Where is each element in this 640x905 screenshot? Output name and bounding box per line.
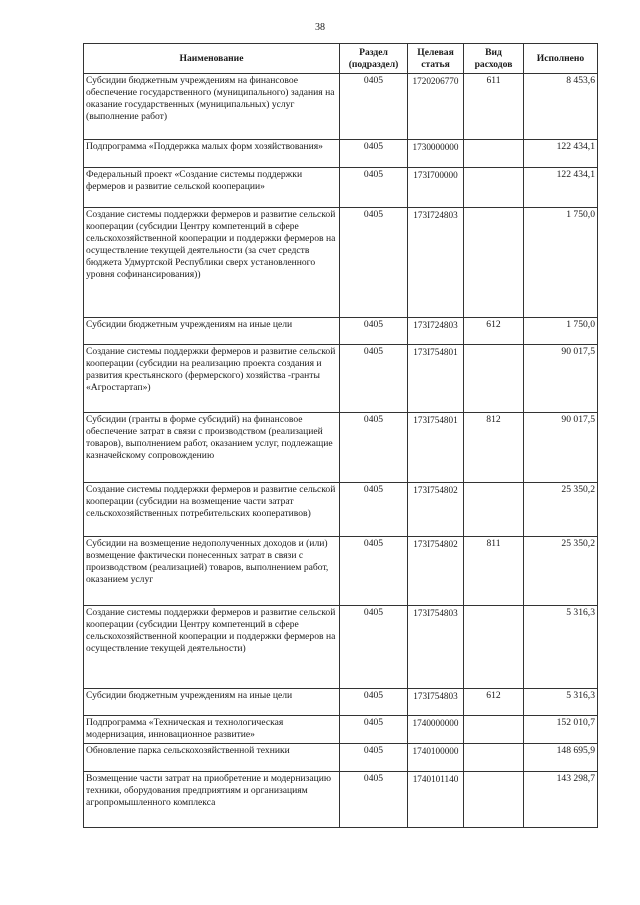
cell-name: Возмещение части затрат на приобретение и модернизацию техники, оборудования предприятиям и организациям агропромышленного комплекса	[84, 772, 340, 828]
cell-executed: 1 750,0	[524, 318, 598, 345]
cell-target: 173I724803	[408, 208, 464, 318]
cell-executed: 122 434,1	[524, 168, 598, 208]
cell-section: 0405	[340, 744, 408, 772]
cell-section: 0405	[340, 208, 408, 318]
cell-name: Подпрограмма «Поддержка малых форм хозяйствования»	[84, 140, 340, 168]
table-row	[84, 345, 598, 413]
cell-target: 1740101140	[408, 772, 464, 828]
cell-executed: 143 298,7	[524, 772, 598, 828]
cell-section: 0405	[340, 168, 408, 208]
cell-name: Субсидии на возмещение недополученных доходов и (или) возмещение фактически понесенных затрат в связи с производством (реализацией) товаров, выполнением работ, оказанием услуг	[84, 537, 340, 606]
table-row	[84, 537, 598, 606]
page-number: 38	[315, 22, 325, 33]
cell-section: 0405	[340, 772, 408, 828]
cell-expense: 812	[464, 413, 524, 483]
cell-target: 173I724803	[408, 318, 464, 345]
table-row	[84, 168, 598, 208]
header-section: Раздел (подраздел)	[340, 44, 408, 74]
cell-section: 0405	[340, 140, 408, 168]
cell-executed: 122 434,1	[524, 140, 598, 168]
cell-executed: 5 316,3	[524, 689, 598, 716]
table-row	[84, 689, 598, 716]
cell-section: 0405	[340, 606, 408, 689]
cell-name: Создание системы поддержки фермеров и развитие сельской кооперации (субсидии на реализацию проекта создания и развития крестьянского (фермерского) хозяйства -гранты «Агростартап»)	[84, 345, 340, 413]
header-target: Целевая статья	[408, 44, 464, 74]
cell-executed: 25 350,2	[524, 537, 598, 606]
cell-name: Федеральный проект «Создание системы поддержки фермеров и развитие сельской кооперации»	[84, 168, 340, 208]
table-row	[84, 318, 598, 345]
cell-executed: 25 350,2	[524, 483, 598, 537]
cell-target: 1720206770	[408, 74, 464, 140]
cell-expense: 811	[464, 537, 524, 606]
cell-section: 0405	[340, 483, 408, 537]
cell-expense	[464, 345, 524, 413]
header-expense: Вид расходов	[464, 44, 524, 74]
table-header-row	[84, 44, 598, 74]
cell-expense	[464, 744, 524, 772]
cell-section: 0405	[340, 413, 408, 483]
cell-expense	[464, 606, 524, 689]
table-row	[84, 744, 598, 772]
cell-name: Создание системы поддержки фермеров и развитие сельской кооперации (субсидии на возмещение части затрат сельскохозяйственных потребительских кооперативов)	[84, 483, 340, 537]
table-row	[84, 413, 598, 483]
cell-executed: 152 010,7	[524, 716, 598, 744]
cell-name: Субсидии бюджетным учреждениям на иные цели	[84, 318, 340, 345]
header-executed: Исполнено	[524, 44, 598, 74]
cell-expense: 612	[464, 318, 524, 345]
table-row	[84, 74, 598, 140]
cell-name: Субсидии (гранты в форме субсидий) на финансовое обеспечение затрат в связи с производством (реализацией товаров), выполнением работ, оказанием услуг, подлежащие казначейскому сопровождению	[84, 413, 340, 483]
cell-executed: 90 017,5	[524, 413, 598, 483]
cell-target: 173I754803	[408, 689, 464, 716]
cell-target: 173I754801	[408, 345, 464, 413]
cell-expense: 612	[464, 689, 524, 716]
cell-expense	[464, 140, 524, 168]
table-row	[84, 716, 598, 744]
cell-name: Создание системы поддержки фермеров и развитие сельской кооперации (субсидии Центру компетенций в сфере сельскохозяйственной кооперации и поддержки фермеров на осуществление текущей деятельности (за счет средств бюджета Удмуртской Республики сверх установленного уровня софинансирования))	[84, 208, 340, 318]
cell-target: 173I754801	[408, 413, 464, 483]
cell-section: 0405	[340, 716, 408, 744]
table-row	[84, 140, 598, 168]
cell-section: 0405	[340, 74, 408, 140]
table-row	[84, 208, 598, 318]
cell-section: 0405	[340, 318, 408, 345]
cell-target: 173I754802	[408, 483, 464, 537]
cell-name: Обновление парка сельскохозяйственной техники	[84, 744, 340, 772]
cell-name: Подпрограмма «Техническая и технологическая модернизация, инновационное развитие»	[84, 716, 340, 744]
cell-executed: 1 750,0	[524, 208, 598, 318]
cell-target: 173I700000	[408, 168, 464, 208]
cell-name: Субсидии бюджетным учреждениям на иные цели	[84, 689, 340, 716]
table-row	[84, 606, 598, 689]
table-row	[84, 483, 598, 537]
cell-section: 0405	[340, 689, 408, 716]
cell-expense: 611	[464, 74, 524, 140]
cell-target: 1730000000	[408, 140, 464, 168]
budget-table	[83, 43, 598, 828]
cell-target: 1740100000	[408, 744, 464, 772]
header-name: Наименование	[84, 44, 340, 74]
cell-target: 1740000000	[408, 716, 464, 744]
cell-executed: 148 695,9	[524, 744, 598, 772]
cell-executed: 90 017,5	[524, 345, 598, 413]
table-row	[84, 772, 598, 828]
cell-executed: 5 316,3	[524, 606, 598, 689]
cell-expense	[464, 772, 524, 828]
cell-section: 0405	[340, 345, 408, 413]
cell-expense	[464, 483, 524, 537]
cell-expense	[464, 716, 524, 744]
cell-target: 173I754803	[408, 606, 464, 689]
cell-name: Создание системы поддержки фермеров и развитие сельской кооперации (субсидии Центру компетенций в сфере сельскохозяйственной кооперации и поддержки фермеров на осуществление текущей деятельности)	[84, 606, 340, 689]
cell-name: Субсидии бюджетным учреждениям на финансовое обеспечение государственного (муниципального) задания на оказание государственных (муниципальных) услуг (выполнение работ)	[84, 74, 340, 140]
cell-executed: 8 453,6	[524, 74, 598, 140]
cell-target: 173I754802	[408, 537, 464, 606]
cell-section: 0405	[340, 537, 408, 606]
cell-expense	[464, 168, 524, 208]
cell-expense	[464, 208, 524, 318]
